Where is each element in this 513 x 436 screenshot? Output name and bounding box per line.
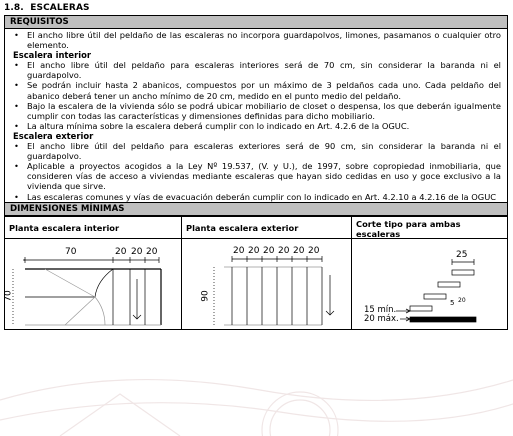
max-label: 20 máx. (364, 313, 399, 324)
exterior-list (11, 141, 501, 202)
requisitos-header: REQUISITOS (5, 16, 507, 29)
section-title (4, 3, 90, 13)
exterior-step-label: 20 (233, 245, 245, 256)
interior-list (11, 60, 501, 131)
exterior-step-label: 20 (293, 245, 305, 256)
exterior-item: • Las escaleras comunes y vías de evacuación deberán cumplir con lo indicado en Art. 4.2.10 a 4.2.16 de la OGUC (11, 192, 501, 202)
interior-item: • El ancho libre útil del peldaño para escaleras interiores será de 70 cm, sin considerar la baranda ni el guardapolvo. (11, 60, 501, 80)
interior-item: • Se podrán incluir hasta 2 abanicos, compuestos por un máximo de 3 peldaños cada uno. Cada peldaño del abanico deberá tener un ancho mínimo de 20 cm, medido en el punto medio del peldaño. (11, 80, 501, 100)
exterior-item: • Aplicable a proyectos acogidos a la Ley Nº 19.537, (V. y U.), de 1997, sobre copropiedad inmobiliaria, que consideren vías de acceso a viviendas mediante escaleras que hayan sido cedidas en uso y goce exclusivo a la vivienda que sirve. (11, 161, 501, 191)
exterior-step-label: 20 (278, 245, 290, 256)
tread-label: 25 (456, 249, 468, 260)
min-label: 15 mín. (364, 304, 397, 315)
riser-small-label: 5 (450, 298, 455, 307)
exterior-step-label: 20 (308, 245, 320, 256)
section-name: ESCALERAS (30, 3, 90, 13)
interior-step-label: 20 (146, 246, 158, 257)
exterior-step-label: 20 (248, 245, 260, 256)
interior-plan-column (5, 217, 182, 329)
dimensiones-header: DIMENSIONES MÍNIMAS (5, 202, 507, 216)
section-cut-title: Corte tipo para ambas escaleras (352, 217, 507, 239)
riser-label: 20 (458, 296, 466, 304)
exterior-step-label: 20 (263, 245, 275, 256)
interior-height-label: 70 (3, 289, 14, 302)
exterior-heading: Escalera exterior (13, 130, 94, 141)
section-number: 1.8. (4, 3, 24, 13)
intro-item: • El ancho libre útil del peldaño de las escaleras no incorpora guardapolvos, limones, pasamanos o cualquier otro elemento. (11, 30, 501, 50)
interior-item: • La altura mínima sobre la escalera deberá cumplir con lo indicado en Art. 4.2.6 de la OGUC. (11, 121, 501, 131)
interior-step-label: 20 (115, 246, 127, 257)
intro-list (11, 30, 501, 50)
section-cut-column (352, 217, 507, 329)
requisitos-body (5, 29, 507, 202)
exterior-plan-title: Planta escalera exterior (182, 217, 351, 239)
requirements-table (4, 15, 508, 330)
interior-item: • Bajo la escalera de la vivienda sólo se podrá ubicar mobiliario de closet o despensa, los que deberán igualmente cumplir con todas las características y dimensiones definidas para dicho mobiliario. (11, 101, 501, 121)
watermark-decoration (0, 360, 513, 436)
exterior-plan-column (182, 217, 352, 329)
interior-plan-title: Planta escalera interior (5, 217, 181, 239)
interior-step-label: 20 (131, 246, 143, 257)
drawings-row (5, 216, 507, 329)
interior-heading: Escalera interior (13, 50, 91, 61)
exterior-width-label: 90 (200, 289, 211, 302)
interior-width-label: 70 (65, 246, 77, 257)
exterior-item: • El ancho libre útil del peldaño para escaleras exteriores será de 90 cm, sin considerar la baranda ni el guardapolvo. (11, 141, 501, 161)
